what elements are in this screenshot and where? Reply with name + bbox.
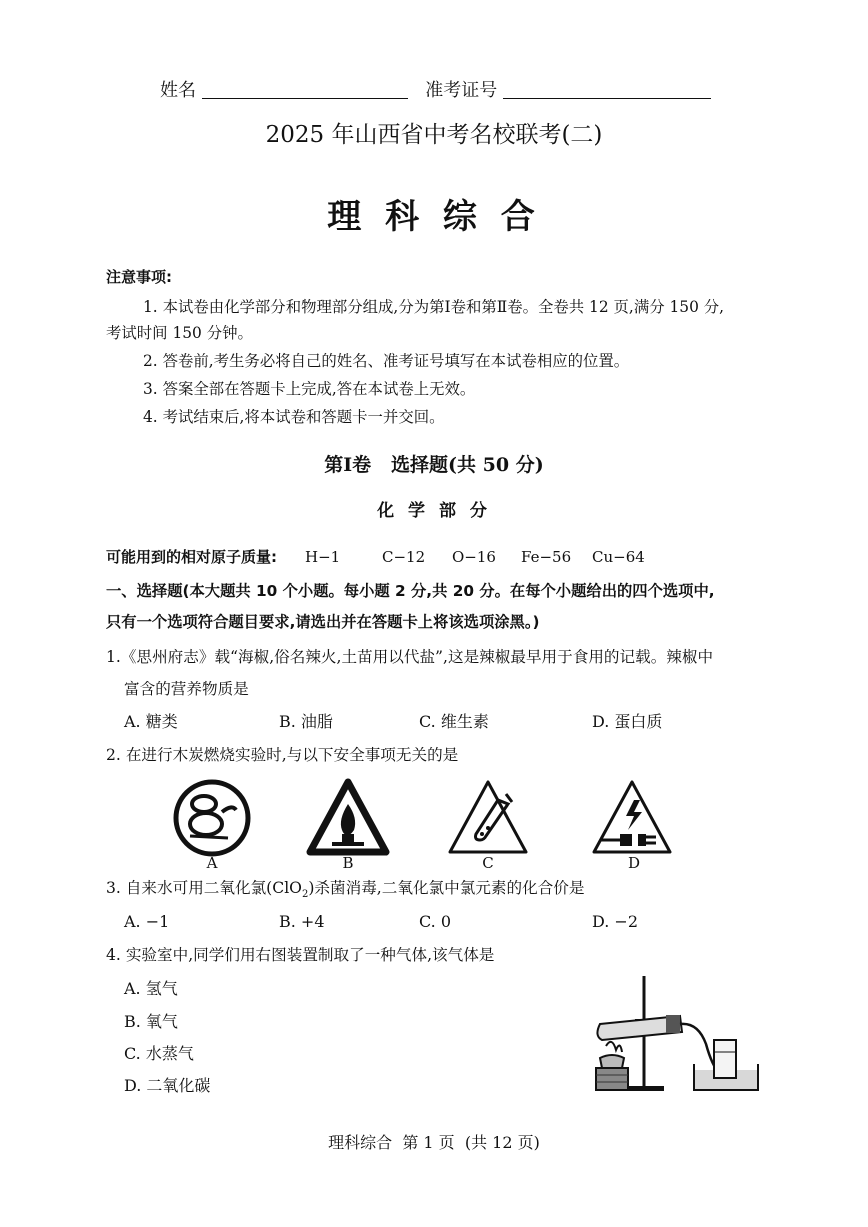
atomic-masses-row (106, 546, 277, 568)
q1-option-b: B. 油脂 (279, 712, 333, 731)
id-blank (503, 80, 711, 99)
instructions-line-1: 一、选择题(本大题共 10 个小题。每小题 2 分,共 20 分。在每个小题给出的四个选项中, (106, 582, 715, 600)
q2-label-d: D (627, 854, 641, 872)
no-eating-icon (170, 776, 254, 860)
subject-title: 理 科 综 合 (327, 197, 541, 237)
part-title: 化 学 部 分 (377, 501, 491, 521)
q1-stem-line-2: 富含的营养物质是 (124, 680, 249, 698)
atomic-mass-c: C−12 (382, 548, 426, 566)
electrical-hazard-icon (590, 776, 674, 860)
atomic-mass-fe: Fe−56 (521, 548, 572, 566)
q1-option-a: A. 糖类 (124, 712, 178, 731)
atomic-masses-label: 可能用到的相对原子质量: (106, 548, 277, 566)
id-label: 准考证号 (425, 80, 498, 101)
candidate-info-row (160, 80, 711, 102)
q3-stem-part-1: 3. 自来水可用二氧化氯(ClO (106, 879, 302, 897)
q3-stem-part-2: )杀菌消毒,二氧化氯中氯元素的化合价是 (308, 879, 585, 897)
name-blank (202, 80, 408, 99)
q3-stem-subscript: 2 (301, 889, 309, 901)
notice-heading: 注意事项: (106, 268, 172, 286)
flame-hazard-icon (306, 776, 390, 860)
q4-option-a: A. 氢气 (124, 979, 178, 998)
name-label: 姓名 (160, 80, 196, 101)
section-title: 第Ⅰ卷 选择题(共 50 分) (324, 454, 544, 476)
q4-option-c: C. 水蒸气 (124, 1044, 194, 1063)
heating-tube-icon (446, 776, 530, 860)
q3-option-b: B. +4 (279, 912, 325, 931)
notice-item-2: 2. 答卷前,考生务必将自己的姓名、准考证号填写在本试卷相应的位置。 (143, 352, 630, 370)
q4-option-d: D. 二氧化碳 (124, 1076, 211, 1095)
atomic-mass-cu: Cu−64 (592, 548, 645, 566)
exam-title: 2025 年山西省中考名校联考(二) (265, 122, 603, 148)
atomic-mass-o: O−16 (452, 548, 496, 566)
gas-collection-apparatus (586, 970, 762, 1096)
instructions-line-2: 只有一个选项符合题目要求,请选出并在答题卡上将该选项涂黑。) (106, 613, 540, 631)
q1-option-d: D. 蛋白质 (592, 712, 663, 731)
q2-label-c: C (482, 854, 494, 872)
q3-stem (106, 877, 584, 906)
notice-item-4: 4. 考试结束后,将本试卷和答题卡一并交回。 (143, 408, 445, 426)
atomic-mass-h: H−1 (305, 548, 341, 566)
page-footer: 理科综合 第 1 页 (共 12 页) (328, 1133, 540, 1152)
q3-option-d: D. −2 (592, 912, 639, 931)
q3-option-c: C. 0 (419, 912, 452, 931)
q1-stem-line-1: 1.《思州府志》载“海椒,俗名辣火,土苗用以代盐”,这是辣椒最早用于食用的记载。辣椒中 (106, 648, 714, 666)
q1-option-c: C. 维生素 (419, 712, 489, 731)
q2-stem: 2. 在进行木炭燃烧实验时,与以下安全事项无关的是 (106, 746, 459, 764)
q4-stem: 4. 实验室中,同学们用右图装置制取了一种气体,该气体是 (106, 946, 495, 964)
notice-item-1: 1. 本试卷由化学部分和物理部分组成,分为第Ⅰ卷和第Ⅱ卷。全卷共 12 页,满分 150 分, (143, 298, 725, 316)
q3-option-a: A. −1 (124, 912, 170, 931)
notice-item-3: 3. 答案全部在答题卡上完成,答在本试卷上无效。 (143, 380, 476, 398)
q4-option-b: B. 氧气 (124, 1012, 178, 1031)
q2-label-a: A (206, 854, 218, 872)
q2-label-b: B (342, 854, 354, 872)
notice-item-1-cont: 考试时间 150 分钟。 (106, 324, 253, 342)
